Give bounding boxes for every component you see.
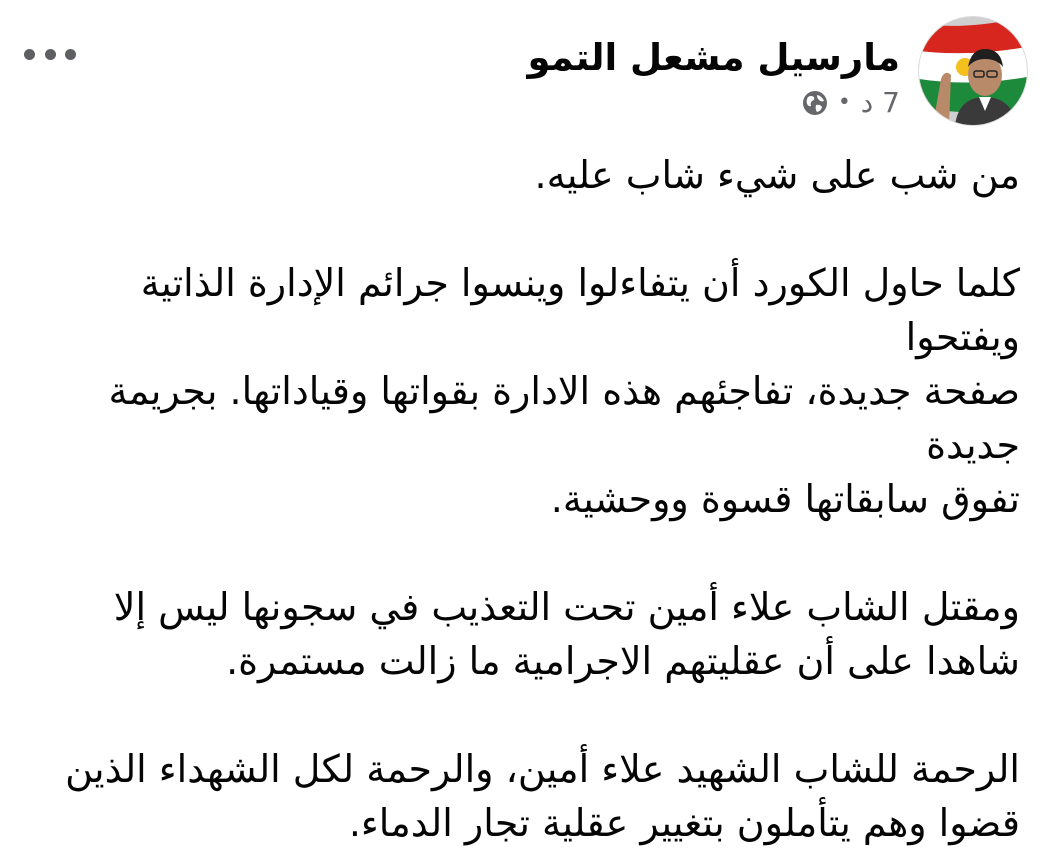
post-paragraph: الرحمة للشاب الشهيد علاء أمين، والرحمة لكل الشهداء الذين قضوا وهم يتأملون بتغيير عقلية تجار الدماء. <box>65 747 1020 845</box>
avatar-image <box>919 17 1027 125</box>
post-paragraph: من شب على شيء شاب عليه. <box>534 153 1020 197</box>
more-dot <box>45 49 56 60</box>
post-paragraph: ومقتل الشاب علاء أمين تحت التعذيب في سجونها ليس إلا شاهدا على أن عقليتهم الاجرامية ما زالت مستمرة. <box>113 585 1020 683</box>
post-header <box>24 16 1028 134</box>
more-dot <box>24 49 35 60</box>
post-body <box>32 148 1020 850</box>
more-options-icon[interactable] <box>24 36 76 72</box>
post-meta <box>527 86 900 119</box>
globe-icon[interactable] <box>802 90 828 116</box>
post-timestamp[interactable]: 7 د <box>860 86 900 119</box>
meta-separator: • <box>837 89 851 115</box>
author-info <box>527 34 900 119</box>
author-name[interactable]: مارسيل مشعل التمو <box>527 36 900 79</box>
more-dot <box>65 49 76 60</box>
post-paragraph: كلما حاول الكورد أن يتفاءلوا وينسوا جرائم الإدارة الذاتية ويفتحوا صفحة جديدة، تفاجئهم هذه الادارة بقواتها وقياداتها. بجريمة جديدة تفوق سابقاتها قسوة ووحشية. <box>108 261 1020 521</box>
author-avatar[interactable] <box>918 16 1028 126</box>
